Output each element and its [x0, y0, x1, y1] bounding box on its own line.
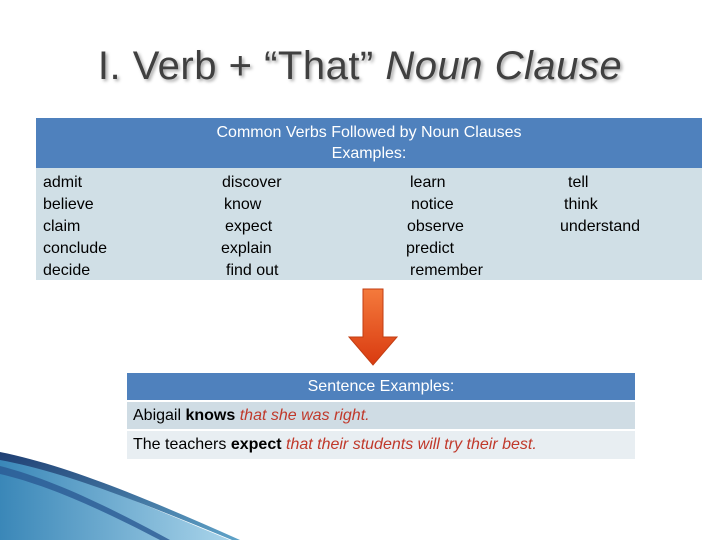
- title-main: I. Verb + “That”: [97, 44, 386, 88]
- slide-title: [0, 44, 720, 89]
- verbs-table-heading: [36, 118, 702, 168]
- verb-item: predict: [406, 240, 455, 257]
- verbs-heading-line1: Common Verbs Followed by Noun Clauses: [216, 124, 522, 141]
- verb-column-1: [43, 172, 107, 282]
- verb-item: tell: [568, 174, 589, 191]
- example-clause: that their students will try their best.: [286, 436, 537, 453]
- title-italic: Noun Clause: [385, 44, 623, 88]
- verbs-heading-line2: Examples:: [331, 145, 407, 162]
- verb-item: remember: [410, 262, 483, 279]
- verb-item: explain: [221, 240, 272, 257]
- verb-item: learn: [410, 174, 446, 191]
- example-clause: that she was right.: [239, 407, 370, 424]
- verb-column-4: [560, 172, 640, 238]
- verb-item: find out: [226, 262, 279, 279]
- verb-item: conclude: [43, 240, 108, 257]
- verb-item: claim: [43, 218, 81, 235]
- verb-item: expect: [225, 218, 273, 235]
- verb-column-3: [406, 172, 483, 282]
- verb-item: discover: [222, 174, 282, 191]
- verb-item: decide: [43, 262, 91, 279]
- verb-item: notice: [411, 196, 454, 213]
- verb-item: observe: [407, 218, 464, 235]
- verb-item: think: [564, 196, 598, 213]
- example-subject: Abigail: [133, 407, 182, 424]
- verbs-table-header: [36, 118, 702, 168]
- sentence-examples-header: Sentence Examples:: [127, 373, 635, 402]
- example-verb: knows: [185, 407, 236, 424]
- example-row: [127, 402, 635, 431]
- decorative-swoosh: [0, 448, 260, 540]
- verb-item: admit: [43, 174, 83, 191]
- verb-item: understand: [560, 218, 641, 235]
- verb-item: know: [224, 196, 262, 213]
- example-verb: expect: [230, 436, 282, 453]
- verbs-table-body: [36, 168, 702, 280]
- verb-column-2: [220, 172, 282, 282]
- down-arrow-icon: [347, 287, 399, 367]
- verb-item: believe: [43, 196, 94, 213]
- example-subject: The teachers: [133, 436, 227, 453]
